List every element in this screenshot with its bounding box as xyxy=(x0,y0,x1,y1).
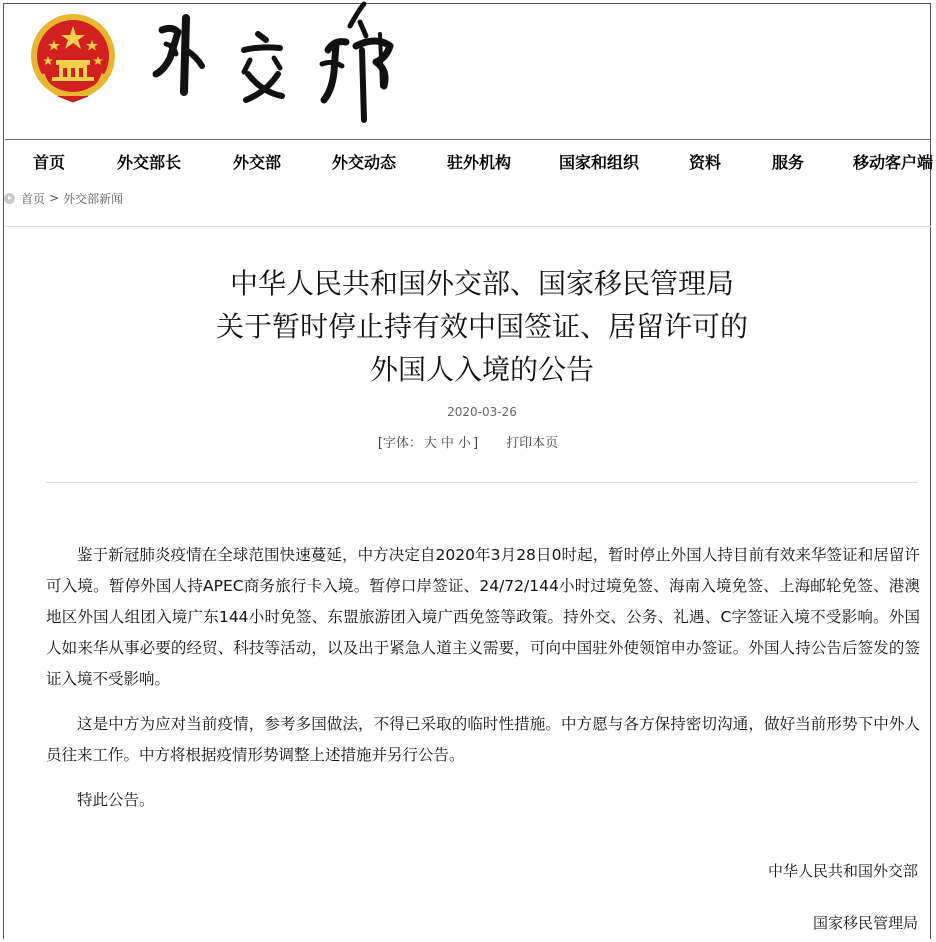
font-size-close: ] xyxy=(472,436,479,451)
article-title-line: 外国人入境的公告 xyxy=(369,353,594,386)
calligraphy-logo-icon xyxy=(150,0,410,126)
article-title-line: 关于暂时停止持有效中国签证、居留许可的 xyxy=(215,310,748,343)
nav-item-minister[interactable]: 外交部长 xyxy=(117,153,182,172)
nav-item-missions-abroad[interactable]: 驻外机构 xyxy=(447,153,512,172)
signature-nia: 国家移民管理局 xyxy=(812,914,918,932)
article-paragraph: 特此公告。 xyxy=(77,791,155,809)
main-nav xyxy=(0,140,936,180)
breadcrumb xyxy=(4,189,123,207)
nav-item-services[interactable]: 服务 xyxy=(772,153,805,172)
font-size-large-link[interactable]: 大 xyxy=(423,436,437,451)
article-paragraph: 这是中方为应对当前疫情，参考多国做法，不得已采取的临时性措施。中方愿与各方保持密切沟通，做好当前形势下中外人员往来工作。中方将根据疫情形势调整上述措施并另行公告。 xyxy=(46,715,920,764)
article-title xyxy=(100,262,864,391)
article-body xyxy=(46,540,920,830)
national-emblem-icon[interactable] xyxy=(28,12,118,104)
nav-item-home[interactable]: 首页 xyxy=(33,153,66,172)
nav-item-resources[interactable]: 资料 xyxy=(689,153,722,172)
font-size-label: [字体： xyxy=(377,436,422,451)
font-size-small-link[interactable]: 小 xyxy=(457,436,471,451)
nav-item-ministry[interactable]: 外交部 xyxy=(233,153,282,172)
breadcrumb-divider xyxy=(5,226,931,227)
title-divider xyxy=(46,482,918,483)
publish-date: 2020-03-26 xyxy=(447,405,517,419)
print-page-link[interactable]: 打印本页 xyxy=(506,436,559,451)
nav-item-mobile-client[interactable]: 移动客户端 xyxy=(853,153,933,172)
signature-mfa: 中华人民共和国外交部 xyxy=(767,862,918,880)
site-header xyxy=(0,0,936,140)
article-title-line: 中华人民共和国外交部、国家移民管理局 xyxy=(229,267,734,300)
breadcrumb-home-link[interactable]: 首页 xyxy=(21,191,46,206)
article-tools xyxy=(0,432,936,451)
breadcrumb-separator: > xyxy=(49,191,60,205)
font-size-medium-link[interactable]: 中 xyxy=(440,436,454,451)
arrow-bullet-icon xyxy=(4,193,15,204)
nav-item-diplomatic-news[interactable]: 外交动态 xyxy=(332,153,397,172)
article-paragraph: 鉴于新冠肺炎疫情在全球范围快速蔓延，中方决定自2020年3月28日0时起，暂时停止外国人持目前有效来华签证和居留许可入境。暂停外国人持APEC商务旅行卡入境。暂停口岸签证、24/72/144小时过境免签、海南入境免签、上海邮轮免签、港澳地区外国人组团入境广东144小时免签、东盟旅游团入境广西免签等政策。持外交、公务、礼遇、C字签证入境不受影响。外国人如来华从事必要的经贸、科技等活动，以及出于紧急人道主义需要，可向中国驻外使领馆申办签证。外国人持公告后签发的签证入境不受影响。 xyxy=(46,546,920,688)
nav-item-countries-orgs[interactable]: 国家和组织 xyxy=(559,153,640,172)
breadcrumb-current-link[interactable]: 外交部新闻 xyxy=(63,191,124,206)
